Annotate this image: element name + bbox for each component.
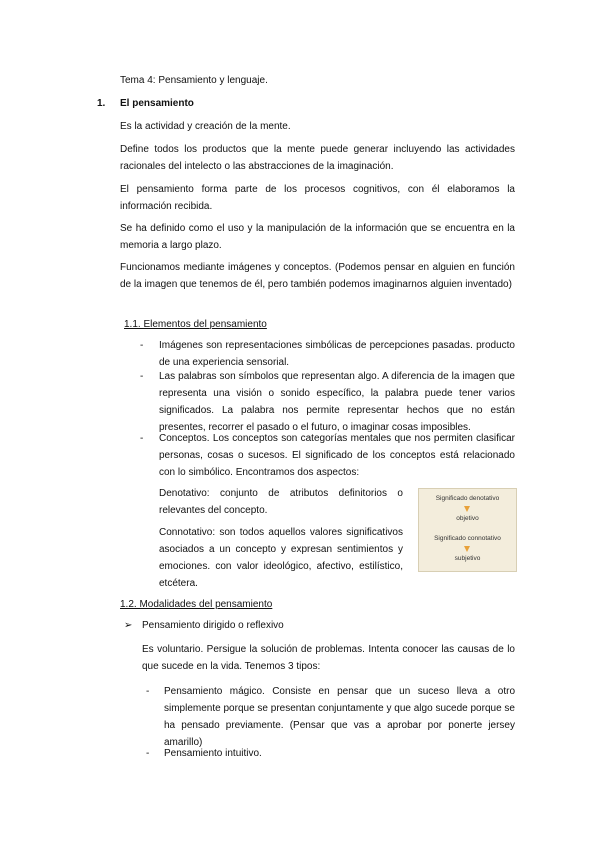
list-item-pensamiento-magico: Pensamiento mágico. Consiste en pensar que un suceso lleva a otro simplemente porque se presentan conjuntamente y que algo sucede porque se ha pensado previamente. (Pensar que vas a aprobar por ponerte jersey amarillo) (164, 686, 515, 748)
diagram-label-objetivo: objetivo (456, 515, 479, 522)
arrow-down-icon (464, 506, 470, 512)
arrow-down-icon (464, 546, 470, 552)
list-item-pensamiento-intuitivo: Pensamiento intuitivo. (164, 748, 262, 759)
section-1-1-heading: 1.1. Elementos del pensamiento (124, 319, 267, 330)
diagram-label-connotativo: Significado connotativo (434, 535, 501, 542)
significado-diagram (418, 488, 517, 572)
paragraph-5: Funcionamos mediante imágenes y conceptos. (Podemos pensar en alguien en función de la imagen que tenemos de él, pero también podemos imaginarnos alguien inventado) (120, 262, 515, 290)
list-dash: - (140, 433, 144, 444)
list-item-palabras: Las palabras son símbolos que representan algo. A diferencia de la imagen que representa una visión o sonido específico, la palabra puede tener varios significados. La palabra nos permite representar hechos que no están presentes, recorrer el pasado o el futuro, o imaginar cosas imposibles. (159, 371, 515, 433)
list-item-imagenes: Imágenes son representaciones simbólicas de percepciones pasadas. producto de una experiencia sensorial. (159, 340, 515, 368)
section-1-heading: El pensamiento (120, 98, 194, 109)
diagram-label-denotativo: Significado denotativo (435, 495, 500, 502)
list-dash: - (140, 340, 144, 351)
section-1-2-heading: 1.2. Modalidades del pensamiento (120, 599, 273, 610)
bullet-pensamiento-dirigido: Pensamiento dirigido o reflexivo (142, 620, 284, 631)
paragraph-2: Define todos los productos que la mente puede generar incluyendo las actividades racionales del intelecto o las abstracciones de la imaginación. (120, 144, 515, 172)
paragraph-3: El pensamiento forma parte de los procesos cognitivos, con él elaboramos la información recibida. (120, 184, 515, 212)
list-dash: - (146, 686, 150, 697)
diagram-label-subjetivo: subjetivo (454, 555, 481, 562)
paragraph-4: Se ha definido como el uso y la manipulación de la información que se encuentra en la memoria a largo plazo. (120, 223, 515, 251)
connotativo-text: Connotativo: son todos aquellos valores significativos asociados a un concepto y expresan sentimientos y emociones. con valor ideológico, afectivo, estilístico, etcétera. (159, 527, 403, 589)
paragraph-1: Es la actividad y creación de la mente. (120, 121, 291, 132)
document-title: Tema 4: Pensamiento y lenguaje. (120, 75, 268, 86)
paragraph-voluntario: Es voluntario. Persigue la solución de problemas. Intenta conocer las causas de lo que sucede en la vida. Tenemos 3 tipos: (142, 644, 515, 672)
section-1-number: 1. (97, 98, 106, 109)
denotativo-text: Denotativo: conjunto de atributos definitorios o relevantes del concepto. (159, 488, 403, 516)
list-dash: - (140, 371, 144, 382)
arrow-bullet-icon: ➢ (124, 620, 133, 631)
list-dash: - (146, 748, 150, 759)
list-item-conceptos: Conceptos. Los conceptos son categorías mentales que nos permiten clasificar personas, cosas o sucesos. El significado de los conceptos está relacionado con lo simbólico. Encontramos dos aspectos: (159, 433, 515, 478)
